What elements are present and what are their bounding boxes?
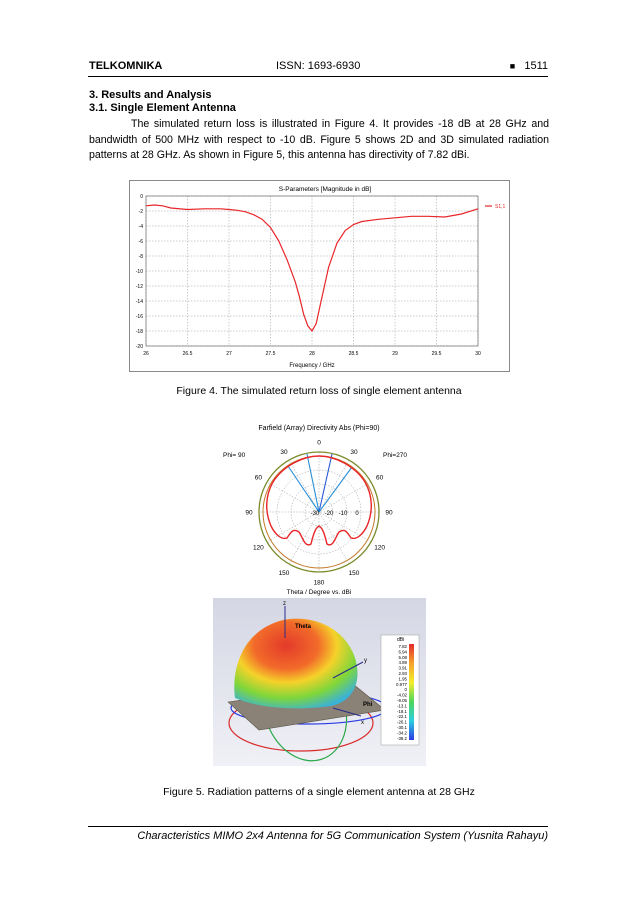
- y-tick-label: -2: [138, 209, 143, 215]
- y-tick-label: 0: [140, 194, 143, 200]
- legend-value: -30.1: [396, 725, 407, 730]
- sparam-chart: [129, 180, 510, 372]
- legend-value: -9.05: [396, 698, 407, 703]
- x-tick-label: 26: [143, 351, 149, 357]
- legend-value: 2.93: [398, 671, 407, 676]
- legend-value: -22.1: [396, 714, 407, 720]
- chart-title: S-Parameters [Magnitude in dB]: [278, 186, 372, 193]
- polar-angle-label: 90: [245, 509, 253, 517]
- x-axis-label: Frequency / GHz: [289, 363, 335, 369]
- issn: ISSN: 1693-6930: [276, 60, 361, 72]
- subsection-heading: 3.1. Single Element Antenna: [89, 102, 236, 114]
- y-tick-label: -12: [135, 284, 143, 290]
- y-tick-label: -16: [135, 314, 143, 320]
- polar-angle-label: 0: [317, 439, 321, 447]
- y-tick-label: -18: [135, 329, 143, 335]
- polar-angle-label: 150: [348, 570, 360, 578]
- figure-5-caption: Figure 5. Radiation patterns of a single element antenna at 28 GHz: [163, 786, 475, 798]
- polar-angle-label: 150: [278, 570, 290, 578]
- legend-value: -18.1: [396, 708, 407, 714]
- y-axis-label: y: [364, 658, 367, 664]
- legend-value: 7.82: [398, 644, 407, 649]
- page-number-value: 1511: [524, 60, 548, 72]
- legend-value: -13.1: [396, 703, 407, 709]
- x-tick-label: 28.5: [348, 351, 359, 357]
- polar-svg: [215, 420, 425, 596]
- x-tick-label: 28: [309, 351, 315, 357]
- x-tick-label: 27.5: [265, 351, 276, 357]
- figure-5-polar-plot: [215, 420, 425, 596]
- journal-name: TELKOMNIKA: [89, 60, 163, 72]
- polar-ring-label: -10: [338, 511, 348, 517]
- polar-ring-label: 0: [355, 511, 359, 517]
- polar-ring-label: -20: [324, 511, 334, 517]
- legend-value: 5.08: [398, 654, 407, 660]
- legend-value: 0: [404, 687, 407, 693]
- x-tick-label: 30: [475, 351, 481, 357]
- legend-value: -38.2: [396, 735, 407, 741]
- polar-ring-label: -30: [310, 511, 320, 517]
- footer-rule: [88, 826, 548, 827]
- x-axis-label-3d: x: [361, 720, 364, 726]
- page-number: [510, 60, 548, 72]
- color-legend-values: [396, 644, 408, 741]
- x-tick-label: 27: [226, 351, 232, 357]
- figure-5-3d-pattern: [213, 598, 426, 766]
- legend-value: -4.02: [396, 692, 407, 698]
- y-tick-label: -20: [135, 344, 143, 350]
- legend-unit: dBi: [397, 637, 405, 643]
- section-heading: 3. Results and Analysis: [89, 89, 212, 101]
- polar-angle-label: 30: [280, 448, 288, 456]
- phi-label: Phi: [363, 702, 373, 708]
- y-tick-label: -14: [135, 299, 143, 305]
- legend-value: 4.89: [398, 660, 407, 666]
- polar-right-label: Phi=270: [383, 452, 408, 459]
- polar-bottom-label: Theta / Degree vs. dBi: [286, 589, 352, 596]
- y-tick-label: -10: [135, 269, 143, 275]
- x-tick-label: 26.5: [182, 351, 193, 357]
- legend-value: -34.2: [396, 730, 407, 736]
- polar-angle-label: 30: [350, 448, 358, 456]
- polar-angle-label: 120: [374, 544, 386, 552]
- polar-angle-label: 180: [313, 579, 325, 587]
- x-tick-label: 29.5: [431, 351, 442, 357]
- color-legend-bar: [409, 644, 414, 740]
- polar-angle-label: 90: [385, 509, 393, 517]
- y-tick-label: -4: [138, 224, 143, 230]
- polar-left-label: Phi= 90: [223, 452, 246, 459]
- legend-value: 0.977: [396, 681, 407, 687]
- legend-value: 1.95: [398, 676, 407, 682]
- polar-title: Farfield (Array) Directivity Abs (Phi=90): [258, 425, 380, 432]
- x-tick-label: 29: [392, 351, 398, 357]
- header-rule: [88, 76, 548, 77]
- polar-angle-label: 60: [254, 474, 262, 482]
- body-paragraph: The simulated return loss is illustrated in Figure 4. It provides -18 dB at 28 GHz and bandwidth of 500 MHz with respect to -10 dB. Figure 5 shows 2D and 3D simulated radiation patterns at 28 GHz. As shown in Figure 5, this antenna has directivity of 7.82 dBi.: [89, 118, 549, 162]
- figure-4-caption: Figure 4. The simulated return loss of single element antenna: [176, 385, 462, 397]
- legend-value: 3.91: [398, 665, 407, 671]
- y-tick-label: -6: [138, 239, 143, 245]
- figure-4-chart: [129, 180, 510, 372]
- legend-value: 6.94: [398, 649, 407, 655]
- pattern-3d-svg: [213, 598, 426, 766]
- running-footer: Characteristics MIMO 2x4 Antenna for 5G Communication System (Yusnita Rahayu): [137, 830, 548, 842]
- polar-angle-label: 60: [376, 474, 384, 482]
- legend-label: S1,1: [495, 204, 506, 210]
- legend-value: -26.1: [396, 719, 407, 725]
- y-tick-label: -8: [138, 254, 143, 260]
- square-icon: ■: [509, 61, 516, 71]
- z-axis-label: z: [283, 601, 286, 607]
- theta-label: Theta: [295, 624, 312, 630]
- polar-angle-label: 120: [252, 544, 264, 552]
